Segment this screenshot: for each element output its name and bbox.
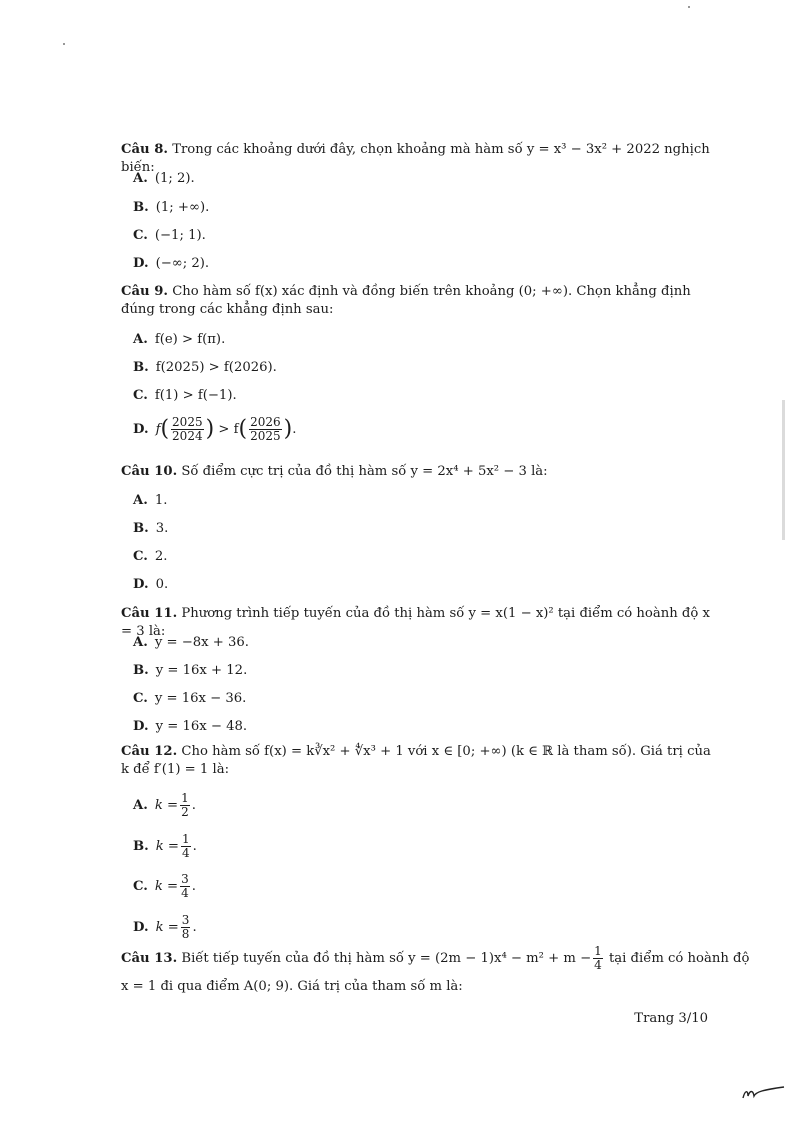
scan-edge-mark <box>782 400 785 540</box>
question-11-option-c: C. y = 16x − 36. <box>133 691 247 706</box>
question-8-option-b: B. (1; +∞). <box>133 200 210 215</box>
fraction: $\frac{2025}{2024}$ <box>172 415 203 443</box>
fraction: $\frac{1}{4}$ <box>594 944 602 972</box>
question-9-option-b: B. f(2025) > f(2026). <box>133 360 277 375</box>
question-9-stem: Câu 9. Cho hàm số f(x) xác định và đồng biến trên khoảng (0; +∞). Chọn khẳng định đúng trong các khẳng định sau: <box>121 284 691 317</box>
question-10-option-a: A. 1. <box>133 493 168 508</box>
fraction: $\frac{3}{4}$ <box>181 872 189 900</box>
fraction: $\frac{3}{8}$ <box>181 913 190 941</box>
question-8-option-c: C. (−1; 1). <box>133 228 206 243</box>
question-9-option-d: D. f( $\frac{2025}{2024}$ ) > f( $\frac{2026}{2025}$ ). <box>133 415 297 443</box>
question-11-stem: Câu 11. Phương trình tiếp tuyến của đồ thị hàm số y = x(1 − x)² tại điểm có hoành độ x = 3 là: <box>121 606 710 639</box>
question-8-stem: Câu 8. Trong các khoảng dưới đây, chọn khoảng mà hàm số y = x³ − 3x² + 2022 nghịch biến: <box>121 142 710 175</box>
page-number: Trang 3/10 <box>634 1011 708 1026</box>
scan-speck <box>63 43 65 45</box>
question-10-option-c: C. 2. <box>133 549 168 564</box>
fraction: $\frac{2026}{2025}$ <box>250 415 281 443</box>
question-9-option-c: C. f(1) > f(−1). <box>133 388 237 403</box>
handwritten-mark <box>740 1080 788 1104</box>
question-12-option-c: C. k = $\frac{3}{4}$ . <box>133 872 196 900</box>
question-10-stem: Câu 10. Số điểm cực trị của đồ thị hàm số y = 2x⁴ + 5x² − 3 là: <box>121 464 548 479</box>
question-8-option-d: D. (−∞; 2). <box>133 256 210 271</box>
question-10-option-d: D. 0. <box>133 577 169 592</box>
fraction: $\frac{1}{4}$ <box>181 832 190 860</box>
question-13-stem: Câu 13. Biết tiếp tuyến của đồ thị hàm số y = (2m − 1)x⁴ − m² + m − $\frac{1}{4}$ tại điểm có hoành độ x = 1 đi qua điểm A(0; 9). Giá trị của tham số m là: <box>121 944 750 994</box>
question-11-option-b: B. y = 16x + 12. <box>133 663 248 678</box>
question-10-option-b: B. 3. <box>133 521 169 536</box>
question-11-option-a: A. y = −8x + 36. <box>133 635 249 650</box>
question-12-stem: Câu 12. Cho hàm số f(x) = k∛x² + ∜x³ + 1 với x ∈ [0; +∞) (k ∈ ℝ là tham số). Giá trị của k để f′(1) = 1 là: <box>121 744 711 777</box>
question-12-option-d: D. k = $\frac{3}{8}$ . <box>133 913 197 941</box>
scan-speck <box>688 6 690 8</box>
fraction: $\frac{1}{2}$ <box>181 791 189 819</box>
question-12-option-b: B. k = $\frac{1}{4}$ . <box>133 832 197 860</box>
question-11-option-d: D. y = 16x − 48. <box>133 719 248 734</box>
question-8-option-a: A. (1; 2). <box>133 171 195 186</box>
question-12-option-a: A. k = $\frac{1}{2}$ . <box>133 791 196 819</box>
question-9-option-a: A. f(e) > f(π). <box>133 332 226 347</box>
